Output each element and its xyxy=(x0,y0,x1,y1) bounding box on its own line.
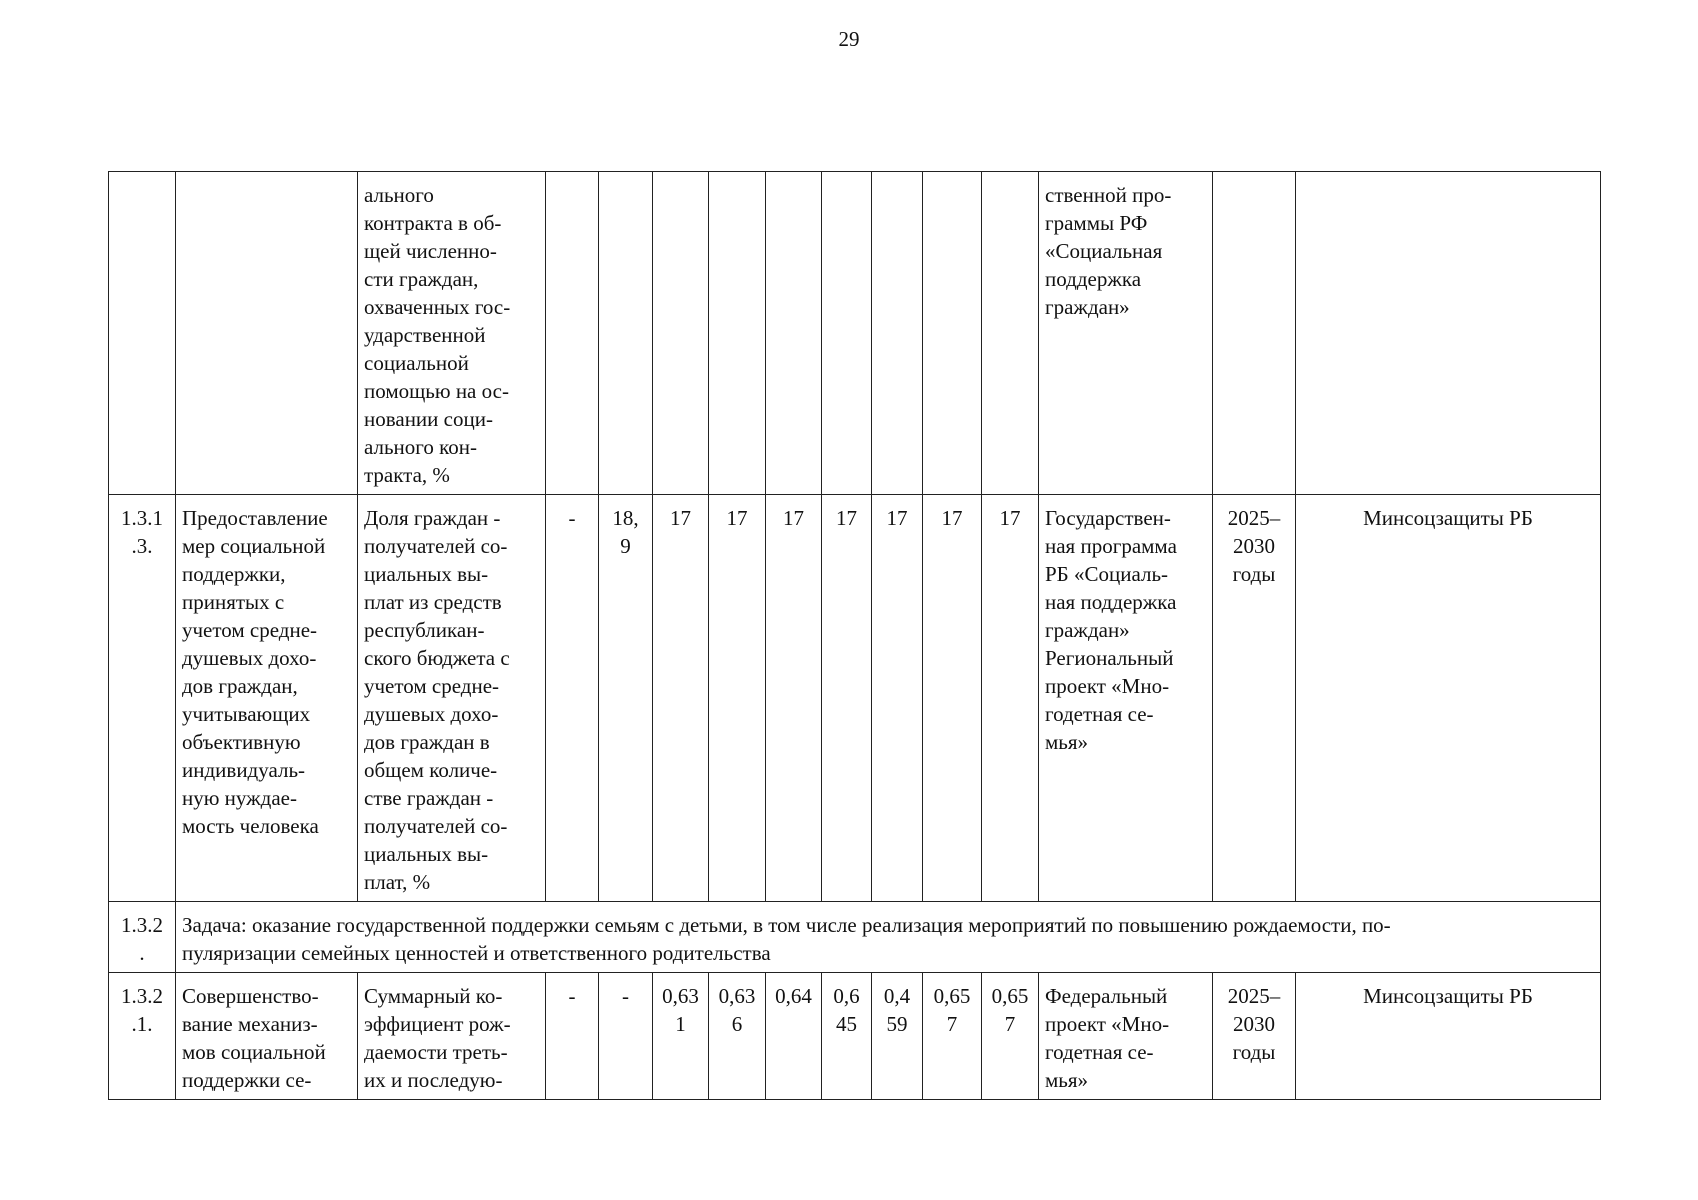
value-cell xyxy=(653,172,709,495)
value-cell: 17 xyxy=(822,495,872,902)
table-row xyxy=(109,495,1601,902)
value-cell: 0,63 6 xyxy=(709,973,766,1100)
value-cell: - xyxy=(546,973,599,1100)
task-cell: Задача: оказание государственной поддержки семьям с детьми, в том числе реализация мероприятий по повышению рождаемости, по- пуляризации семейных ценностей и ответственного родительства xyxy=(176,902,1601,973)
value-cell: 0,4 59 xyxy=(872,973,923,1100)
value-cell: 17 xyxy=(709,495,766,902)
row-number-cell: 1.3.1 .3. xyxy=(109,495,176,902)
row-number-cell xyxy=(109,172,176,495)
value-cell xyxy=(546,172,599,495)
value-cell: 17 xyxy=(653,495,709,902)
value-cell: 18, 9 xyxy=(599,495,653,902)
indicator-cell: Суммарный ко- эффициент рож- даемости треть- их и последую- xyxy=(358,973,546,1100)
measure-cell xyxy=(176,172,358,495)
value-cell xyxy=(982,172,1039,495)
table-row xyxy=(109,902,1601,973)
period-cell: 2025– 2030 годы xyxy=(1213,495,1296,902)
indicators-table xyxy=(108,171,1601,1100)
value-cell xyxy=(872,172,923,495)
value-cell: 17 xyxy=(872,495,923,902)
period-cell: 2025– 2030 годы xyxy=(1213,973,1296,1100)
page-number: 29 xyxy=(838,27,860,51)
value-cell xyxy=(822,172,872,495)
row-number-cell: 1.3.2 .1. xyxy=(109,973,176,1100)
value-cell: 17 xyxy=(923,495,982,902)
indicator-cell: ального контракта в об- щей численно- сти граждан, охваченных гос- ударственной социальной помощью на ос- новании соци- ального кон- тракта, % xyxy=(358,172,546,495)
value-cell: - xyxy=(599,973,653,1100)
value-cell: 0,64 xyxy=(766,973,822,1100)
table-row xyxy=(109,973,1601,1100)
value-cell: 17 xyxy=(982,495,1039,902)
source-cell: Федеральный проект «Мно- годетная се- мья» xyxy=(1039,973,1213,1100)
measure-cell: Совершенство- вание механиз- мов социальной поддержки се- xyxy=(176,973,358,1100)
indicator-cell: Доля граждан - получателей со- циальных вы- плат из средств республикан- ского бюджета с учетом средне- душевых дохо- дов граждан в общем количе- стве граждан - получателей со- циальных вы- плат, % xyxy=(358,495,546,902)
row-number-cell: 1.3.2 . xyxy=(109,902,176,973)
value-cell: 17 xyxy=(766,495,822,902)
value-cell: 0,63 1 xyxy=(653,973,709,1100)
value-cell: 0,6 45 xyxy=(822,973,872,1100)
value-cell xyxy=(923,172,982,495)
value-cell: 0,65 7 xyxy=(982,973,1039,1100)
period-cell xyxy=(1213,172,1296,495)
value-cell xyxy=(766,172,822,495)
value-cell: 0,65 7 xyxy=(923,973,982,1100)
source-cell: Государствен- ная программа РБ «Социаль- ная поддержка граждан» Региональный проект «Мно- годетная се- мья» xyxy=(1039,495,1213,902)
value-cell xyxy=(599,172,653,495)
table-row xyxy=(109,172,1601,495)
source-cell: ственной про- граммы РФ «Социальная поддержка граждан» xyxy=(1039,172,1213,495)
value-cell xyxy=(709,172,766,495)
executor-cell: Минсоцзащиты РБ xyxy=(1296,973,1601,1100)
executor-cell: Минсоцзащиты РБ xyxy=(1296,495,1601,902)
measure-cell: Предоставление мер социальной поддержки, принятых с учетом средне- душевых дохо- дов граждан, учитывающих объективную индивидуаль- ную нуждае- мость человека xyxy=(176,495,358,902)
executor-cell xyxy=(1296,172,1601,495)
value-cell: - xyxy=(546,495,599,902)
